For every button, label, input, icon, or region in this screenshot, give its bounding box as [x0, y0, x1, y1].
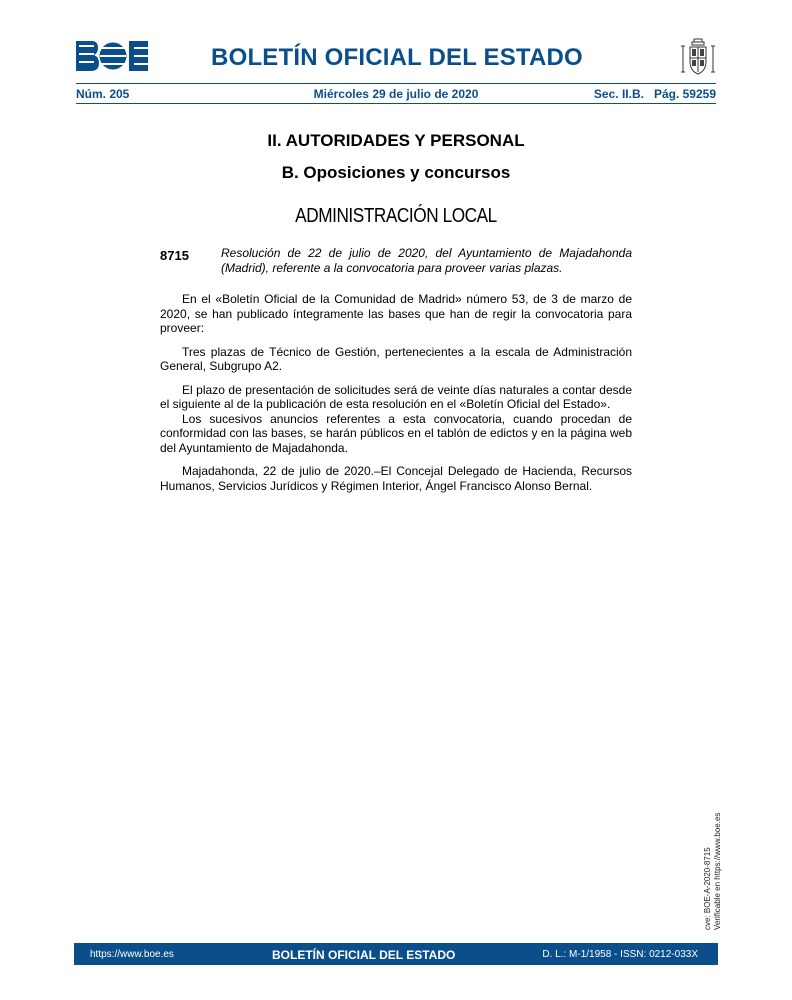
footer-url-link[interactable]: https://www.boe.es [90, 949, 174, 960]
body-paragraph: El plazo de presentación de solicitudes será de veinte días naturales a contar desde el siguiente al de la publicación de esta resolución en el «Boletín Oficial del Estado». [160, 382, 632, 411]
header-top-rule [76, 83, 716, 84]
page-footer [74, 943, 718, 965]
subsection-heading: B. Oposiciones y concursos [281, 163, 511, 182]
signature-paragraph: Majadahonda, 22 de julio de 2020.–El Concejal Delegado de Hacienda, Recursos Humanos, Servicios Jurídicos y Régimen Interior, Ángel Francisco Alonso Bernal. [160, 464, 632, 493]
header-bottom-rule [76, 103, 716, 104]
body-paragraph: Los sucesivos anuncios referentes a esta convocatoria, cuando procedan de conformidad con las bases, se harán públicos en el tablón de edictos y en la página web del Ayuntamiento de Majadahonda. [160, 411, 632, 455]
administration-heading: ADMINISTRACIÓN LOCAL [295, 205, 497, 227]
bulletin-title: BOLETÍN OFICIAL DEL ESTADO [211, 44, 583, 71]
resolution-title: Resolución de 22 de julio de 2020, del Ayuntamiento de Majadahonda (Madrid), referente a la convocatoria para proveer varias plazas. [221, 246, 632, 275]
document-body [160, 292, 632, 502]
issue-number: Núm. 205 [76, 87, 130, 101]
verification-link[interactable]: Verificable en https://www.boe.es [713, 812, 722, 930]
body-paragraph: En el «Boletín Oficial de la Comunidad de Madrid» número 53, de 3 de marzo de 2020, se han publicado íntegramente las bases que han de regir la convocatoria para proveer: [160, 292, 632, 335]
footer-title: BOLETÍN OFICIAL DEL ESTADO [272, 948, 456, 962]
boe-logo [76, 41, 148, 71]
footer-legal: D. L.: M-1/1958 - ISSN: 0212-033X [542, 949, 698, 960]
section-heading: II. AUTORIDADES Y PERSONAL [267, 131, 525, 150]
cve-code: cve: BOE-A-2020-8715 [703, 847, 712, 930]
announcement-number: 8715 [160, 248, 189, 263]
verification-sidebar [703, 800, 722, 930]
section-and-page: Sec. II.B. Pág. 59259 [593, 87, 716, 101]
issue-date: Miércoles 29 de julio de 2020 [313, 87, 479, 101]
body-paragraph: Tres plazas de Técnico de Gestión, pertenecientes a la escala de Administración General, Subgrupo A2. [160, 344, 632, 373]
coat-of-arms-icon [680, 38, 716, 76]
